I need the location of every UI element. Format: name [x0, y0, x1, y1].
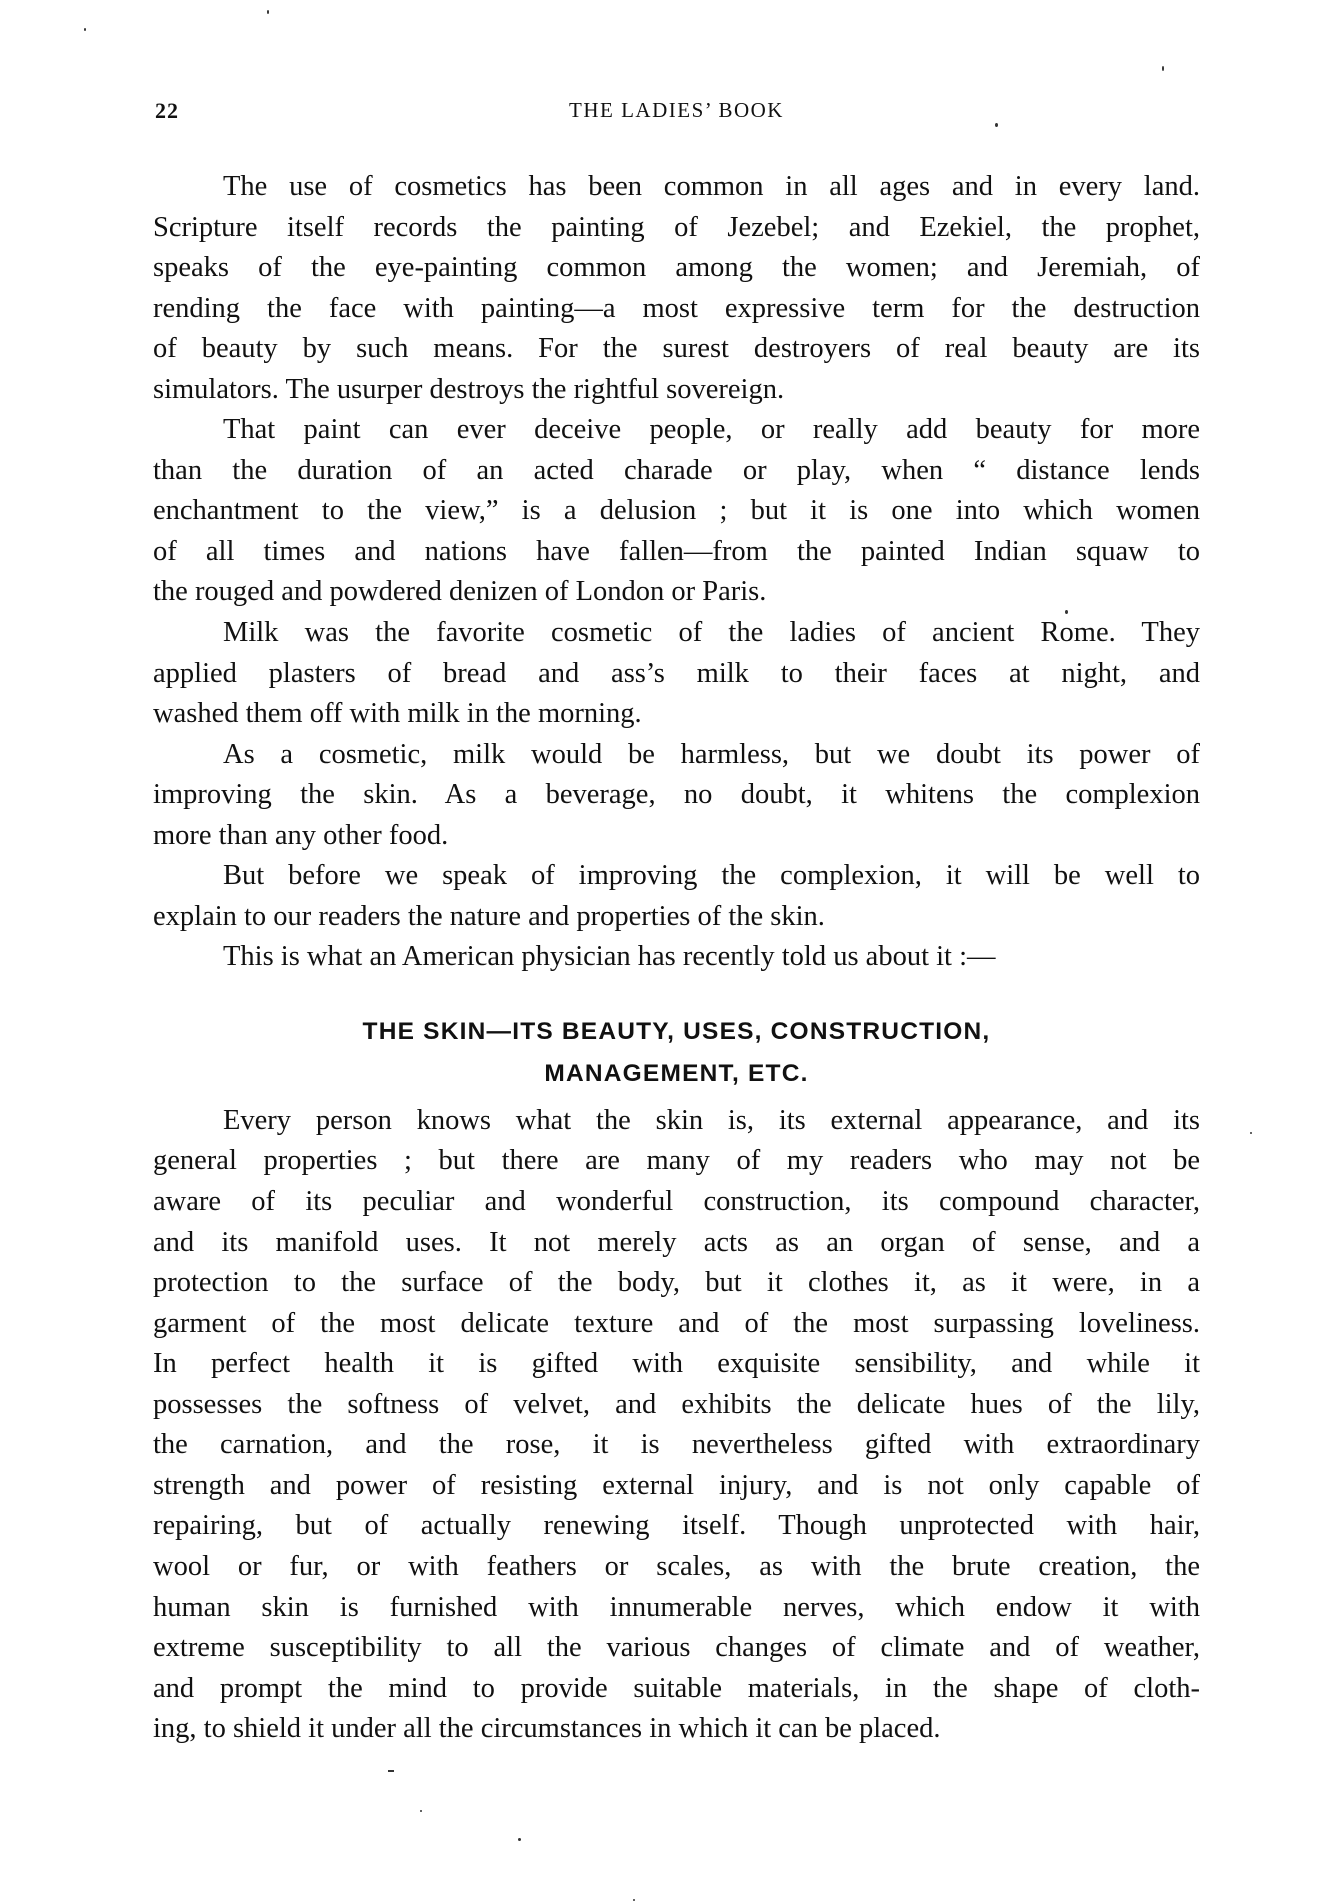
text-line: repairing, but of actually renewing itself. Though unprotected with hair,: [153, 1510, 1200, 1542]
paragraph: [153, 735, 1200, 857]
text-line: more than any other food.: [153, 819, 449, 851]
scan-speck: [633, 1899, 635, 1901]
text-line: rending the face with painting—a most expressive term for the destruction: [153, 292, 1200, 324]
paragraph: [153, 410, 1200, 613]
scan-speck: [1250, 1132, 1252, 1134]
paragraph: [153, 937, 1200, 978]
scan-speck: [420, 1810, 422, 1812]
text-line: ing, to shield it under all the circumstances in which it can be placed.: [153, 1713, 941, 1745]
text-line: garment of the most delicate texture and of the most surpassing loveliness.: [153, 1307, 1200, 1339]
paragraph: [153, 1101, 1200, 1750]
text-line: speaks of the eye-painting common among the women; and Jeremiah, of: [153, 252, 1200, 284]
paragraph: [153, 856, 1200, 937]
scan-speck: [388, 1770, 394, 1772]
text-line: Milk was the favorite cosmetic of the ladies of ancient Rome. They: [223, 617, 1200, 649]
text-line: This is what an American physician has recently told us about it :—: [223, 941, 996, 973]
text-line: and prompt the mind to provide suitable materials, in the shape of cloth-: [153, 1672, 1200, 1704]
scan-speck: [518, 1838, 521, 1841]
text-line: As a cosmetic, milk would be harmless, but we doubt its power of: [223, 738, 1200, 770]
text-line: enchantment to the view,” is a delusion ; but it is one into which women: [153, 495, 1200, 527]
text-line: Every person knows what the skin is, its external appearance, and its: [223, 1104, 1200, 1136]
section-after: [153, 1101, 1200, 1750]
section-before: [153, 167, 1200, 978]
text-line: human skin is furnished with innumerable nerves, which endow it with: [153, 1591, 1200, 1623]
text-line: and its manifold uses. It not merely acts as an organ of sense, and a: [153, 1226, 1200, 1258]
text-line: wool or fur, or with feathers or scales, as with the brute creation, the: [153, 1550, 1200, 1582]
text-line: washed them off with milk in the morning.: [153, 698, 642, 730]
page-number: 22: [155, 98, 179, 123]
text-line: Scripture itself records the painting of Jezebel; and Ezekiel, the prophet,: [153, 211, 1200, 243]
text-line: the carnation, and the rose, it is nevertheless gifted with extraordinary: [153, 1429, 1200, 1461]
section-heading-line-1: THE SKIN—ITS BEAUTY, USES, CONSTRUCTION,: [362, 1017, 991, 1045]
text-line: applied plasters of bread and ass’s milk to their faces at night, and: [153, 657, 1200, 689]
scan-speck: [84, 28, 86, 31]
paragraph: [153, 613, 1200, 735]
text-line: extreme susceptibility to all the various changes of climate and of weather,: [153, 1632, 1200, 1664]
text-line: explain to our readers the nature and properties of the skin.: [153, 900, 825, 932]
text-line: of beauty by such means. For the surest destroyers of real beauty are its: [153, 333, 1200, 365]
text-line: improving the skin. As a beverage, no doubt, it whitens the complexion: [153, 779, 1200, 811]
text-line: possesses the softness of velvet, and exhibits the delicate hues of the lily,: [153, 1388, 1200, 1420]
section-heading: [153, 1011, 1200, 1095]
text-line: general properties ; but there are many of my readers who may not be: [153, 1145, 1200, 1177]
paragraph: [153, 167, 1200, 410]
text-line: protection to the surface of the body, but it clothes it, as it were, in a: [153, 1267, 1200, 1299]
text-line: the rouged and powdered denizen of London or Paris.: [153, 576, 767, 608]
text-line: simulators. The usurper destroys the rightful sovereign.: [153, 373, 785, 405]
text-line: But before we speak of improving the complexion, it will be well to: [223, 860, 1200, 892]
text-line: The use of cosmetics has been common in all ages and in every land.: [223, 171, 1200, 202]
text-line: That paint can ever deceive people, or really add beauty for more: [223, 414, 1200, 446]
scan-speck: [1162, 66, 1164, 71]
running-header: [153, 98, 1200, 130]
body-text: [153, 167, 1200, 1750]
scan-speck: [1065, 610, 1068, 614]
scan-speck: [267, 10, 269, 14]
running-title: THE LADIES’ BOOK: [569, 98, 784, 122]
text-line: than the duration of an acted charade or play, when “ distance lends: [153, 454, 1200, 486]
text-line: of all times and nations have fallen—from the painted Indian squaw to: [153, 535, 1200, 567]
section-heading-line-2: MANAGEMENT, ETC.: [544, 1059, 809, 1087]
scan-speck: [995, 123, 998, 127]
text-line: strength and power of resisting external injury, and is not only capable of: [153, 1469, 1200, 1501]
text-line: aware of its peculiar and wonderful construction, its compound character,: [153, 1186, 1200, 1218]
text-line: In perfect health it is gifted with exquisite sensibility, and while it: [153, 1348, 1200, 1380]
